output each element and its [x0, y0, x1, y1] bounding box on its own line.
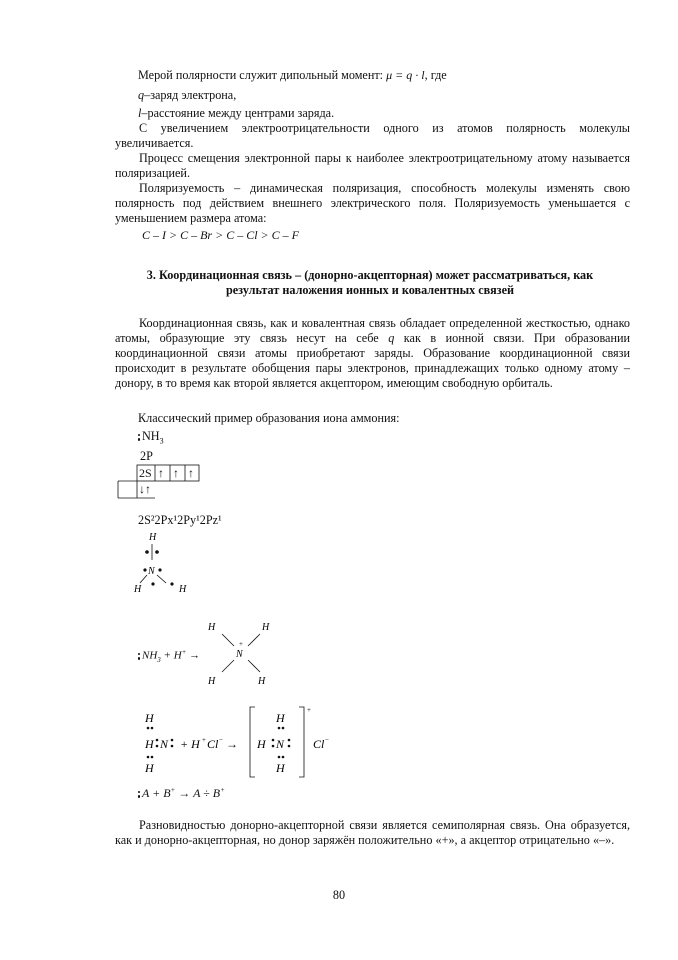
section-heading-line1: 3. Координационная связь – (донорно-акцепторная) может рассматриваться, как [146, 268, 594, 282]
svg-text:+: + [202, 736, 206, 744]
svg-text:N: N [160, 737, 169, 751]
paragraph-polarizability: Поляризуемость – динамическая поляризация, способность молекулы изменять свою полярность под действием внешнего электрического поля. Поляризуемость уменьшается с уменьшением размера атома: [115, 181, 630, 225]
orbital-arrow-py: ↑ [173, 466, 179, 480]
h-atom-left: H [134, 584, 142, 595]
svg-text:H: H [145, 711, 154, 725]
section-heading-line2: результат наложения ионных и ковалентных связей [225, 283, 514, 297]
q-definition: q–заряд электрона, [138, 88, 237, 102]
page-number: 80 [332, 888, 346, 902]
dipole-formula: μ = q · l [386, 68, 425, 82]
electron-configuration: 2S²2Px¹2Py¹2Pz¹ [138, 513, 222, 527]
paragraph-polarization: Процесс смещения электронной пары к наиболее электроотрицательному атому называется поляризацией. [115, 151, 630, 180]
equation-donor-acceptor: A + B+ → A ÷ B+ [138, 783, 225, 801]
cell-2s-label: 2S [139, 466, 152, 480]
svg-text:Cl: Cl [313, 737, 325, 751]
svg-text:+: + [307, 706, 311, 714]
level-2p-label: 2P [140, 449, 153, 463]
svg-text:H: H [145, 761, 154, 775]
svg-text:−: − [325, 736, 329, 744]
svg-text:N: N [276, 737, 285, 751]
svg-text:H: H [145, 737, 154, 751]
svg-text:−: − [219, 736, 223, 744]
svg-text:Cl: Cl [207, 737, 219, 751]
h-atom-top: H [149, 532, 157, 543]
svg-text:N: N [236, 649, 243, 660]
svg-text:H: H [208, 676, 216, 687]
dipole-intro-line: Мерой полярности служит дипольный момент: μ = q · l, где [138, 68, 447, 82]
polarizability-series: C – I > C – Br > C – Cl > C – F [142, 228, 299, 242]
equation-nh3-plus-h: $NH_3 + H^+$ → [138, 645, 200, 668]
paragraph-semipolar-bond: Разновидностью донорно-акцепторной связи является семиполярная связь. Она образуется, как и донорно-акцепторная, но донор заряжён положительно «+», а акцептор отрицательно «–». [115, 818, 630, 847]
svg-text:H: H [257, 737, 266, 751]
svg-text:→: → [226, 737, 238, 751]
l-definition: l–расстояние между центрами заряда. [138, 106, 335, 120]
paragraph-coordination-bond: Координационная связь, как и ковалентная связь обладает определенной жесткостью, однако атомы, образующие эту связь несут на себе q как в ионной связи. При образовании координационной связи атомы приобретают заряды. Образование координационной связи происходит в результате обобщения пары электронов, принадлежащих только одному атому – донору, в то время как второй является акцептором, имеющим свободную орбиталь. [115, 316, 631, 390]
orbital-arrows-2s: ↓↑ [139, 482, 151, 496]
svg-text:H: H [276, 761, 285, 775]
nh3-label: $NH_3$ [138, 429, 164, 448]
orbital-arrow-px: ↑ [158, 466, 164, 480]
ammonium-example-intro: Классический пример образования иона аммония: [138, 411, 400, 425]
svg-text:+: + [239, 640, 243, 648]
paragraph-electronegativity: С увеличением электроотрицательности одного из атомов полярность молекулы увеличивается. [115, 121, 630, 150]
svg-text:H: H [262, 622, 270, 633]
n-atom: N [148, 566, 155, 577]
svg-text:H: H [208, 622, 216, 633]
svg-text:H: H [258, 676, 266, 687]
svg-text:H: H [276, 711, 285, 725]
svg-text:+ H: + H [180, 737, 200, 751]
orbital-arrow-pz: ↑ [188, 466, 194, 480]
h-atom-right: H [179, 584, 187, 595]
